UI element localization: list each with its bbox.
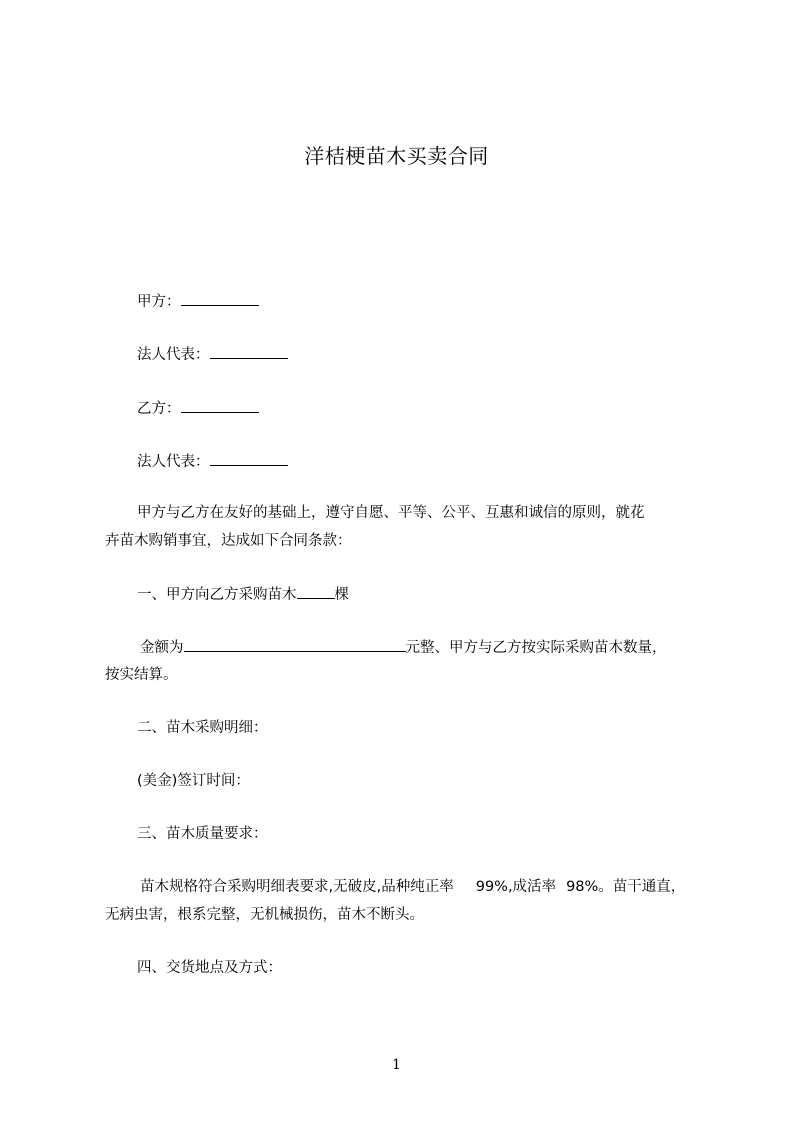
clause-1-amount-suffix: 元整、甲方与乙方按实际采购苗木数量， — [405, 640, 667, 656]
page-number: 1 — [392, 1057, 401, 1073]
document-title: 洋桔梗苗木买卖合同 — [304, 144, 489, 168]
party-a-label: 甲方： — [137, 294, 181, 310]
party-b-blank — [181, 398, 259, 413]
party-b-rep-label: 法人代表： — [137, 454, 210, 470]
intro-paragraph-line-1: 甲方与乙方在友好的基础上，遵守自愿、平等、公平、互惠和诚信的原则，就花 — [137, 505, 645, 521]
amount-blank — [184, 637, 406, 652]
clause-3-text-line-2: 无病虫害，根系完整，无机械损伤，苗木不断头。 — [105, 907, 424, 923]
clause-4-heading: 四、交货地点及方式： — [137, 960, 282, 976]
party-b-line — [137, 398, 259, 419]
clause-1-heading — [137, 584, 349, 605]
intro-paragraph-line-2: 卉苗木购销事宜，达成如下合同条款： — [105, 533, 352, 549]
quantity-blank — [297, 584, 335, 599]
party-a-line — [137, 291, 259, 312]
clause-3-heading: 三、苗木质量要求： — [137, 826, 268, 842]
clause-3-text-part-2: ,成活率 — [507, 879, 557, 895]
clause-2-heading: 二、苗木采购明细： — [137, 720, 268, 736]
clause-1-amount-line-2: 按实结算。 — [105, 667, 178, 683]
party-b-label: 乙方： — [137, 401, 181, 417]
clause-1-amount-line-1 — [140, 637, 667, 658]
clause-1-heading-prefix: 一、甲方向乙方采购苗木 — [137, 587, 297, 603]
clause-3-text-part-3: 。苗干通直， — [598, 879, 686, 895]
party-a-blank — [181, 291, 259, 306]
clause-3-text-part-1: 苗木规格符合采购明细表要求,无破皮,品种纯正率 — [140, 879, 454, 895]
clause-1-amount-prefix: 金额为 — [140, 640, 184, 656]
party-b-rep-blank — [210, 451, 288, 466]
party-a-rep-blank — [210, 344, 288, 359]
party-b-rep-line — [137, 451, 288, 472]
survival-rate: 98% — [566, 879, 599, 895]
party-a-rep-label: 法人代表： — [137, 347, 210, 363]
party-a-rep-line — [137, 344, 288, 365]
purity-rate: 99% — [475, 879, 508, 895]
clause-1-heading-suffix: 棵 — [334, 587, 349, 603]
clause-3-text-line-1 — [140, 877, 685, 897]
clause-2-sign-time: (美金)签订时间： — [137, 773, 250, 789]
